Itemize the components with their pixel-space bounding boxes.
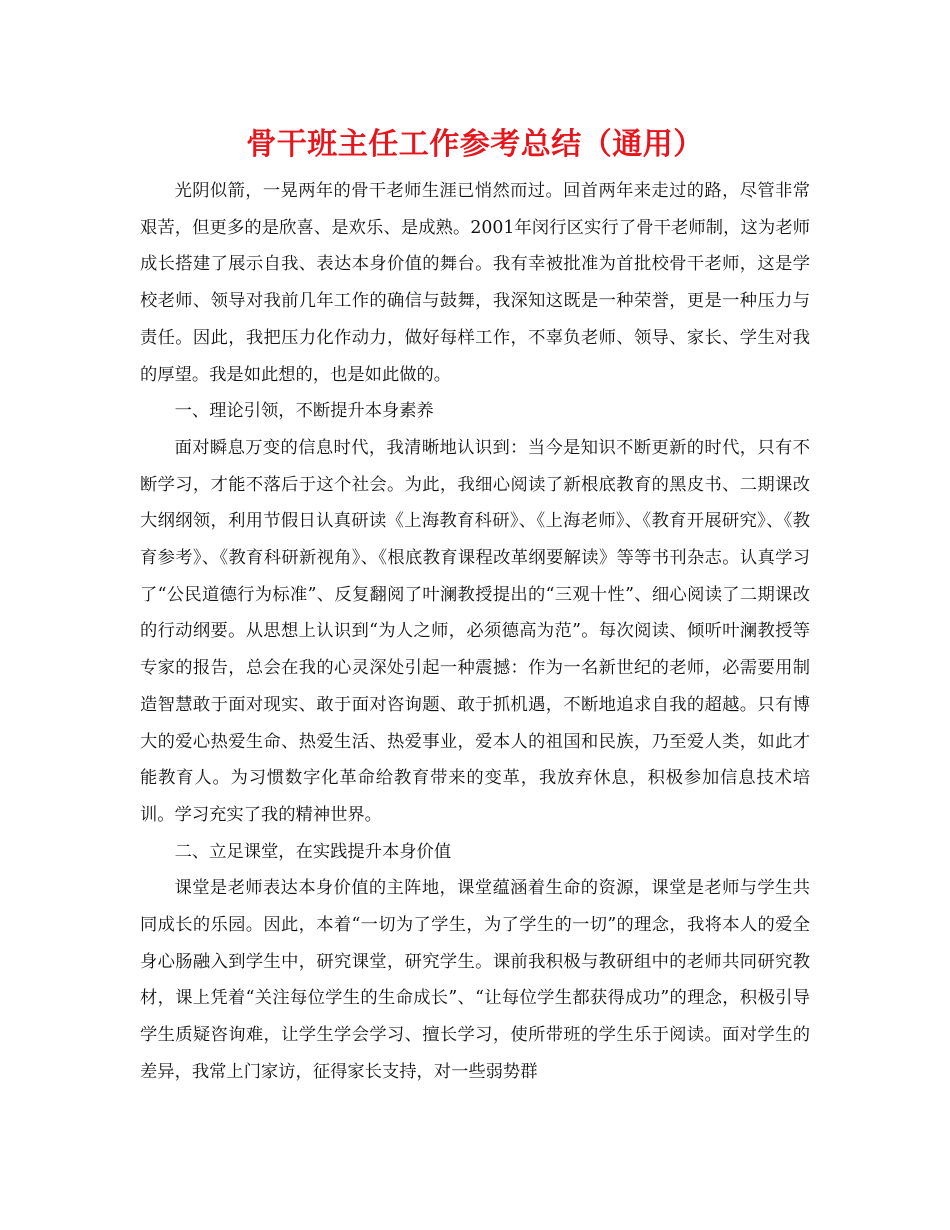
section-2-paragraph: 课堂是老师表达本身价值的主阵地，课堂蕴涵着生命的资源，课堂是老师与学生共同成长的乐园。因此，本着“一切为了学生，为了学生的一切”的理念，我将本人的爱全身心肠融入到学生中，研究课堂，研究学生。课前我积极与教研组中的老师共同研究教材，课上凭着“关注每位学生的生命成长”、“让每位学生都获得成功”的理念，积极引导学生质疑咨询难，让学生学会学习、擅长学习，使所带班的学生乐于阅读。面对学生的差异，我常上门家访，征得家长支持，对一些弱势群	[140, 878, 810, 1082]
intro-paragraph: 光阴似箭，一晃两年的骨干老师生涯已悄然而过。回首两年来走过的路，尽管非常艰苦，但更多的是欣喜、是欢乐、是成熟。2001年闵行区实行了骨干老师制，这为老师成长搭建了展示自我、表达本身价值的舞台。我有幸被批准为首批校骨干老师，这是学校老师、领导对我前几年工作的确信与鼓舞，我深知这既是一种荣誉，更是一种压力与责任。因此，我把压力化作动力，做好每样工作，不辜负老师、领导、家长、学生对我的厚望。我是如此想的，也是如此做的。	[140, 181, 810, 385]
section-heading-2: 二、立足课堂，在实践提升本身价值	[174, 841, 452, 862]
document-title: 骨干班主任工作参考总结（通用）	[246, 127, 704, 162]
section-heading-1: 一、理论引领，不断提升本身素养	[174, 401, 434, 422]
section-1-paragraph: 面对瞬息万变的信息时代，我清晰地认识到：当今是知识不断更新的时代，只有不断学习，才能不落后于这个社会。为此，我细心阅读了新根底教育的黑皮书、二期课改大纲纲领，利用节假日认真研读《上海教育科研》、《上海老师》、《教育开展研究》、《教育参考》、《教育科研新视角》、《根底教育课程改革纲要解读》等等书刊杂志。认真学习了“公民道德行为标准”、反复翻阅了叶澜教授提出的“三观十性”、细心阅读了二期课改的行动纲要。从思想上认识到“为人之师，必须德高为范”。每次阅读、倾听叶澜教授等专家的报告，总会在我的心灵深处引起一种震撼：作为一名新世纪的老师，必需要用制造智慧敢于面对现实、敢于面对咨询题、敢于抓机遇，不断地追求自我的超越。只有博大的爱心热爱生命、热爱生活、热爱事业，爱本人的祖国和民族，乃至爱人类，如此才能教育人。为习惯数字化革命给教育带来的变革，我放弃休息，积极参加信息技术培训。学习充实了我的精神世界。	[140, 437, 810, 825]
document-page	[140, 122, 810, 1091]
